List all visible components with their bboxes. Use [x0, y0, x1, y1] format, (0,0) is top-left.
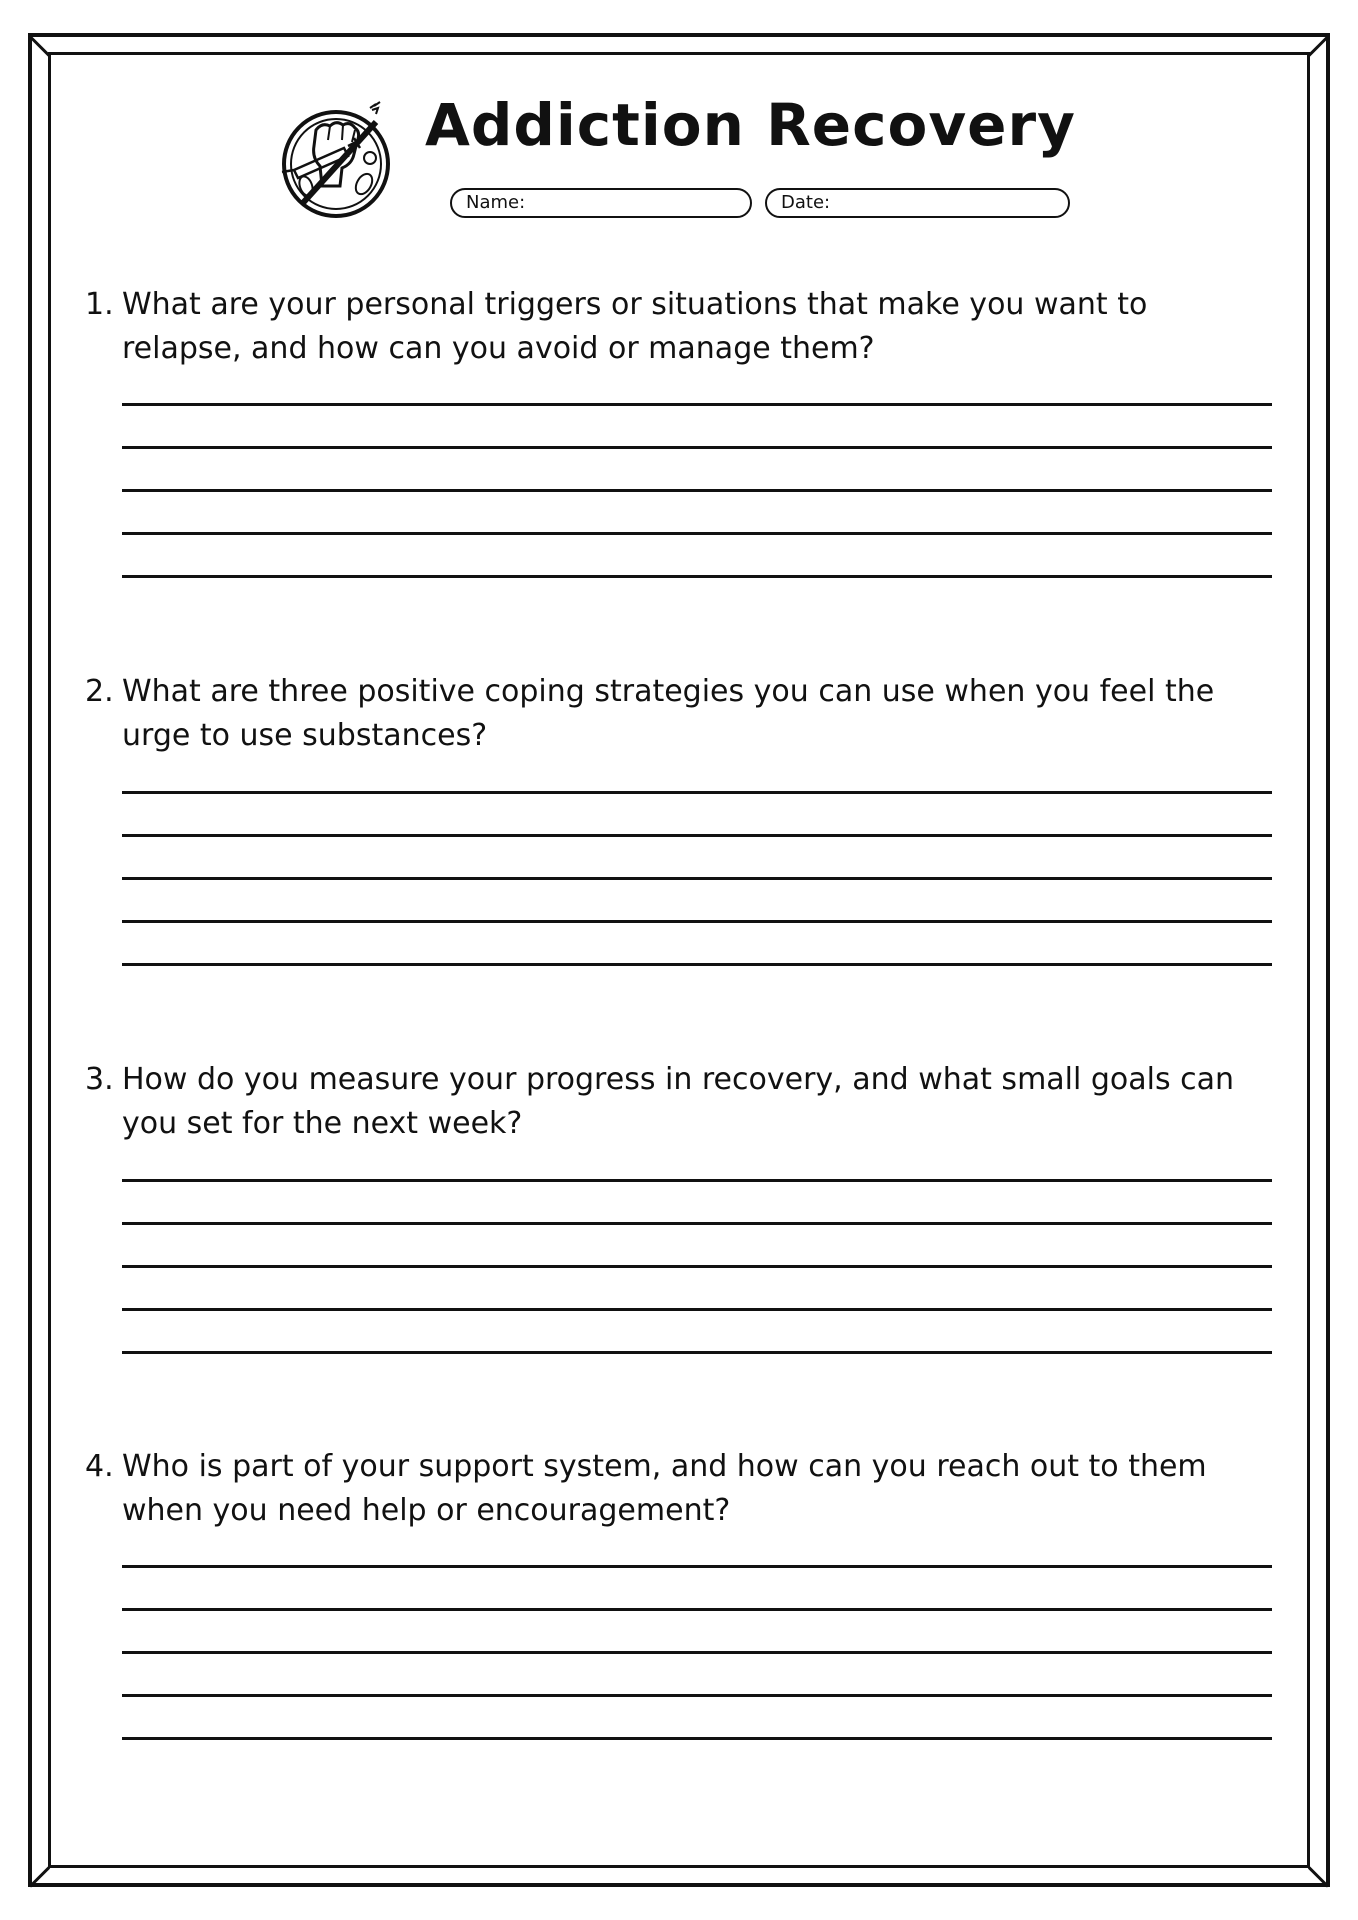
answer-line[interactable]	[122, 1351, 1272, 1354]
answer-line[interactable]	[122, 877, 1272, 880]
worksheet-title: Addiction Recovery	[425, 91, 1076, 159]
answer-line[interactable]	[122, 403, 1272, 406]
answer-line[interactable]	[122, 791, 1272, 794]
question-number: 2.	[85, 674, 114, 709]
question-2	[85, 670, 1285, 758]
question-text: What are three positive coping strategies you can use when you feel the urge to use substances?	[122, 674, 1215, 753]
answer-line[interactable]	[122, 532, 1272, 535]
answer-line[interactable]	[122, 963, 1272, 966]
answer-line[interactable]	[122, 1308, 1272, 1311]
answer-line[interactable]	[122, 1608, 1272, 1611]
question-text: Who is part of your support system, and how can you reach out to them when you need help or encouragement?	[122, 1449, 1207, 1528]
question-number: 4.	[85, 1449, 114, 1484]
answer-line[interactable]	[122, 1651, 1272, 1654]
answer-line[interactable]	[122, 446, 1272, 449]
name-label: Name:	[466, 192, 526, 213]
answer-line[interactable]	[122, 575, 1272, 578]
answer-line[interactable]	[122, 1222, 1272, 1225]
question-text: How do you measure your progress in recovery, and what small goals can you set for the next week?	[122, 1062, 1235, 1141]
date-field[interactable]	[765, 188, 1070, 218]
no-drugs-fist-icon	[272, 100, 400, 228]
answer-line[interactable]	[122, 1179, 1272, 1182]
answer-line[interactable]	[122, 1265, 1272, 1268]
answer-line[interactable]	[122, 489, 1272, 492]
answer-line[interactable]	[122, 834, 1272, 837]
question-number: 3.	[85, 1062, 114, 1097]
name-field[interactable]	[450, 188, 752, 218]
question-number: 1.	[85, 287, 114, 322]
question-3	[85, 1058, 1285, 1146]
answer-line[interactable]	[122, 1565, 1272, 1568]
answer-line[interactable]	[122, 1737, 1272, 1740]
answer-line[interactable]	[122, 1694, 1272, 1697]
question-text: What are your personal triggers or situations that make you want to relapse, and how can you avoid or manage them?	[122, 287, 1148, 366]
date-label: Date:	[781, 192, 831, 213]
question-1	[85, 283, 1285, 371]
worksheet-header	[0, 0, 1358, 240]
question-4	[85, 1445, 1285, 1533]
answer-line[interactable]	[122, 920, 1272, 923]
